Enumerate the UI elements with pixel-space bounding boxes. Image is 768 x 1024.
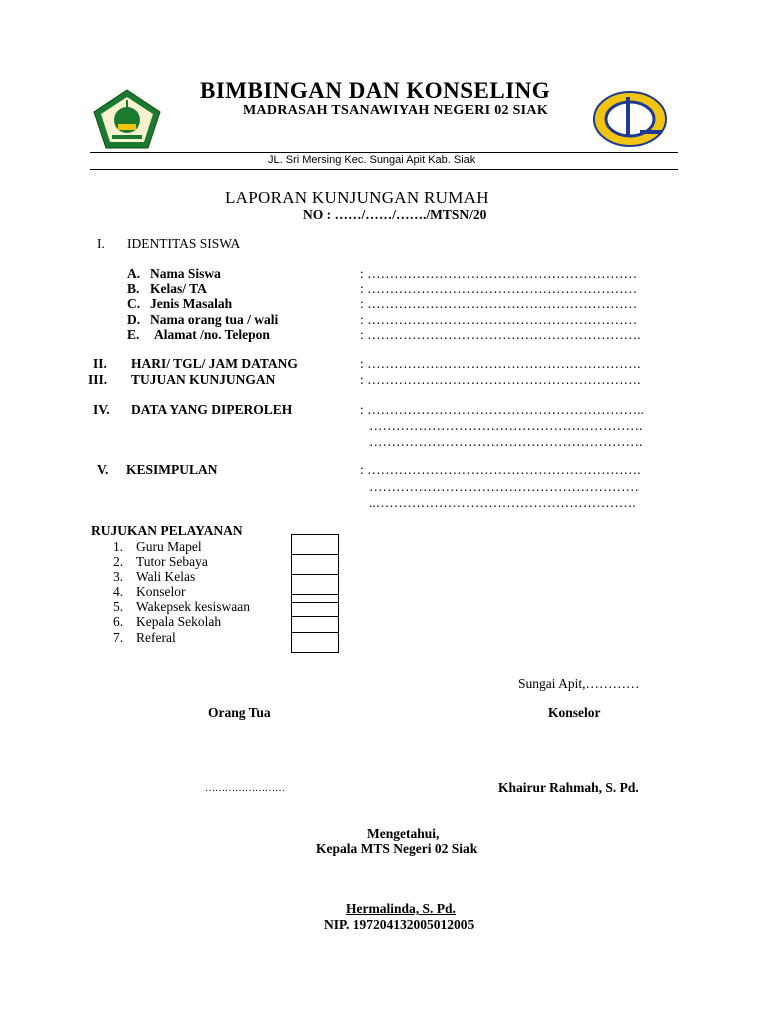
head-name: Hermalinda, S. Pd. bbox=[346, 901, 456, 916]
rujukan-num-2: 2. bbox=[113, 554, 124, 569]
section2-numeral: II. bbox=[93, 356, 107, 371]
place-date: Sungai Apit,………… bbox=[518, 676, 640, 691]
section4-line-2: ……………………………………………………. bbox=[369, 418, 643, 433]
counselor-label: Konselor bbox=[548, 705, 601, 720]
rujukan-num-4: 4. bbox=[113, 584, 124, 599]
rujukan-num-7: 7. bbox=[113, 630, 124, 645]
header-title: BIMBINGAN DAN KONSELING bbox=[200, 78, 551, 103]
section3-numeral: III. bbox=[88, 372, 108, 387]
field-label-nama-siswa: Nama Siswa bbox=[150, 266, 221, 281]
parent-label: Orang Tua bbox=[208, 705, 271, 720]
section5-line-2: …………………………………………………… bbox=[369, 479, 639, 494]
field-label-jenis-masalah: Jenis Masalah bbox=[150, 296, 233, 311]
rujukan-label-guru-mapel: Guru Mapel bbox=[136, 539, 202, 554]
section1-heading: IDENTITAS SISWA bbox=[127, 236, 241, 251]
field-letter-e: E. bbox=[127, 327, 140, 342]
rujukan-num-3: 3. bbox=[113, 569, 124, 584]
rujukan-num-6: 6. bbox=[113, 614, 124, 629]
field-value-orang-tua: : …………………………………………………… bbox=[360, 312, 638, 327]
kemenag-logo bbox=[92, 88, 162, 150]
school-name: MADRASAH TSANAWIYAH NEGERI 02 SIAK bbox=[243, 103, 549, 118]
section4-line-3: ……………………………………………………. bbox=[369, 434, 643, 449]
field-label-orang-tua: Nama orang tua / wali bbox=[150, 312, 279, 327]
section1-numeral: I. bbox=[97, 236, 105, 251]
checkbox-tutor-sebaya[interactable] bbox=[291, 554, 339, 575]
section2-heading: HARI/ TGL/ JAM DATANG bbox=[131, 356, 298, 371]
header-rule-thick bbox=[90, 152, 678, 153]
field-letter-d: D. bbox=[127, 312, 141, 327]
section4-numeral: IV. bbox=[93, 402, 110, 417]
section5-line-3: ..…………………………………………………. bbox=[369, 495, 636, 510]
field-label-alamat: Alamat /no. Telepon bbox=[154, 327, 270, 342]
section5-numeral: V. bbox=[97, 462, 109, 477]
counselor-name: Khairur Rahmah, S. Pd. bbox=[498, 780, 639, 795]
rujukan-label-wali-kelas: Wali Kelas bbox=[136, 569, 196, 584]
field-value-alamat: : ……………………………………………………. bbox=[360, 327, 641, 342]
field-letter-b: B. bbox=[127, 281, 140, 296]
section3-heading: TUJUAN KUNJUNGAN bbox=[131, 372, 276, 387]
checkbox-referal[interactable] bbox=[291, 632, 339, 653]
rujukan-heading: RUJUKAN PELAYANAN bbox=[91, 523, 243, 538]
head-title: Kepala MTS Negeri 02 Siak bbox=[316, 841, 478, 856]
checkbox-kepala-sekolah[interactable] bbox=[291, 616, 339, 633]
rujukan-label-konselor: Konselor bbox=[136, 584, 186, 599]
report-number: NO : ……/……/……./MTSN/20 bbox=[303, 207, 487, 222]
school-address: JL. Sri Mersing Kec. Sungai Apit Kab. Siak bbox=[268, 154, 476, 166]
header-rule-bottom bbox=[90, 169, 678, 170]
section4-line-1: : …………………………………………………….. bbox=[360, 402, 644, 417]
rujukan-label-referal: Referal bbox=[136, 630, 176, 645]
pl-logo bbox=[592, 90, 668, 148]
rujukan-num-1: 1. bbox=[113, 539, 124, 554]
field-letter-c: C. bbox=[127, 296, 141, 311]
checkbox-guru-mapel[interactable] bbox=[291, 534, 339, 555]
section5-line-1: : ……………………………………………………. bbox=[360, 462, 641, 477]
field-value-nama-siswa: : …………………………………………………… bbox=[360, 266, 638, 281]
report-title: LAPORAN KUNJUNGAN RUMAH bbox=[225, 188, 489, 207]
parent-signature-line: …………………… bbox=[205, 783, 285, 794]
acknowledged-label: Mengetahui, bbox=[367, 826, 440, 841]
section5-heading: KESIMPULAN bbox=[126, 462, 218, 477]
rujukan-label-tutor-sebaya: Tutor Sebaya bbox=[136, 554, 208, 569]
section4-heading: DATA YANG DIPEROLEH bbox=[131, 402, 293, 417]
field-label-kelas: Kelas/ TA bbox=[150, 281, 207, 296]
checkbox-wakepsek[interactable] bbox=[291, 602, 339, 617]
section3-value: : ……………………………………………………. bbox=[360, 372, 641, 387]
head-nip: NIP. 197204132005012005 bbox=[324, 917, 475, 932]
rujukan-label-kepala-sekolah: Kepala Sekolah bbox=[136, 614, 222, 629]
rujukan-num-5: 5. bbox=[113, 599, 124, 614]
field-letter-a: A. bbox=[127, 266, 141, 281]
rujukan-label-wakepsek: Wakepsek kesiswaan bbox=[136, 599, 250, 614]
field-value-jenis-masalah: : …………………………………………………… bbox=[360, 296, 638, 311]
field-value-kelas: : …………………………………………………… bbox=[360, 281, 638, 296]
section2-value: : ……………………………………………………. bbox=[360, 356, 641, 371]
checkbox-wali-kelas[interactable] bbox=[291, 574, 339, 595]
